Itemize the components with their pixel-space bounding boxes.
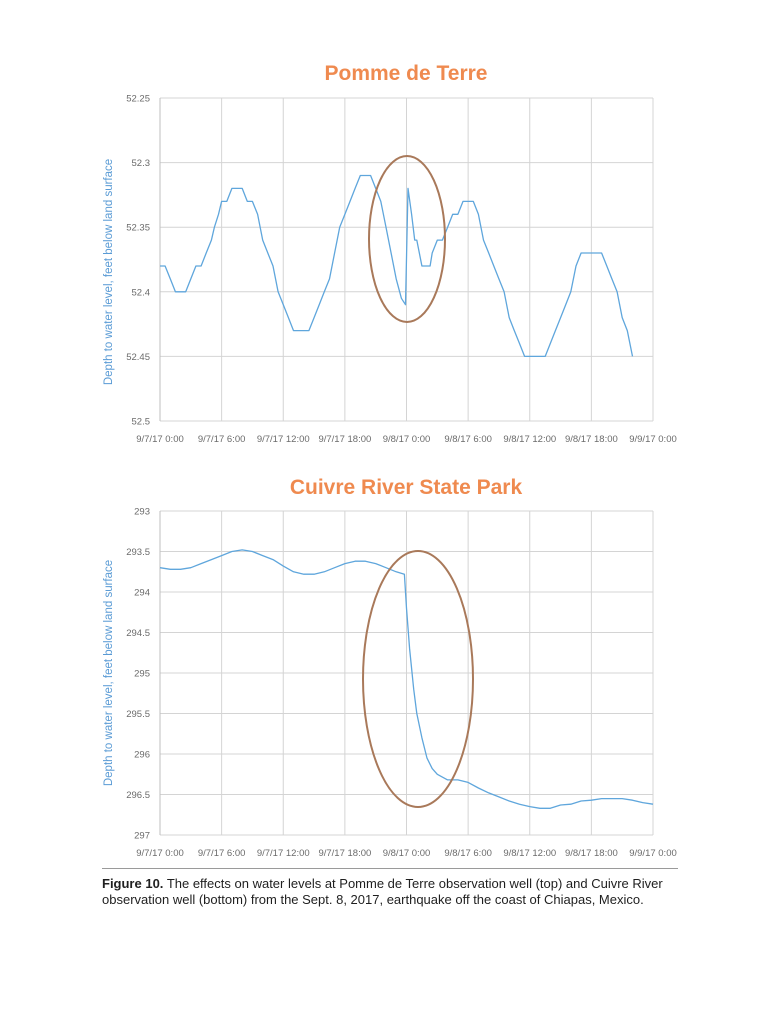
x-tick-label: 9/8/17 6:00: [444, 848, 492, 859]
y-tick-label: 52.35: [126, 222, 150, 234]
x-tick-label: 9/8/17 18:00: [564, 434, 618, 445]
y-tick-label: 52.4: [131, 287, 150, 299]
x-tick-label: 9/8/17 6:00: [444, 434, 492, 445]
y-tick-label: 294: [134, 587, 150, 599]
y-axis-label: Depth to water level, feet below land surface: [103, 559, 115, 787]
x-tick-label: 9/7/17 18:00: [318, 848, 372, 859]
caption-divider: [102, 868, 678, 869]
y-tick-label: 295.5: [126, 709, 150, 720]
x-tick-label: 9/7/17 6:00: [197, 434, 246, 445]
y-tick-label: 294.5: [126, 628, 150, 639]
y-tick-label: 295: [134, 668, 150, 680]
x-tick-label: 9/8/17 12:00: [503, 434, 557, 445]
x-tick-label: 9/7/17 6:00: [197, 848, 246, 859]
x-tick-label: 9/7/17 0:00: [136, 848, 184, 859]
chart-title: Cuivre River State Park: [289, 476, 523, 499]
x-tick-label: 9/8/17 0:00: [382, 434, 431, 445]
x-tick-label: 9/7/17 12:00: [256, 848, 310, 859]
earthquake-annotation-ellipse: [363, 551, 473, 807]
y-tick-label: 293: [134, 506, 150, 518]
x-tick-label: 9/7/17 0:00: [136, 434, 184, 445]
x-tick-label: 9/9/17 0:00: [629, 848, 677, 859]
y-tick-label: 52.25: [126, 93, 150, 105]
chart-cuivre-river: [103, 476, 677, 859]
caption-text: The effects on water levels at Pomme de Terre observation well (top) and Cuivre River observation well (bottom) from the Sept. 8, 2017, earthquake off the coast of Chiapas, Mexico.: [102, 876, 663, 907]
x-tick-label: 9/8/17 0:00: [382, 848, 431, 859]
series-line-0: [160, 176, 633, 357]
y-tick-label: 296.5: [126, 790, 150, 801]
chart-title: Pomme de Terre: [324, 62, 488, 85]
x-tick-label: 9/7/17 12:00: [256, 434, 310, 445]
y-tick-label: 52.5: [131, 416, 150, 428]
y-tick-label: 52.3: [131, 158, 150, 170]
y-tick-label: 297: [134, 830, 150, 842]
x-tick-label: 9/7/17 18:00: [318, 434, 372, 445]
x-tick-label: 9/8/17 18:00: [564, 848, 618, 859]
figure-caption: [102, 876, 682, 908]
y-axis-label: Depth to water level, feet below land surface: [103, 158, 115, 386]
y-tick-label: 296: [134, 749, 150, 761]
chart-pomme-de-terre: [103, 62, 677, 445]
x-tick-label: 9/8/17 12:00: [503, 848, 557, 859]
y-tick-label: 52.45: [126, 351, 150, 363]
y-tick-label: 293.5: [126, 547, 150, 558]
figure-label: Figure 10.: [102, 876, 164, 891]
x-tick-label: 9/9/17 0:00: [629, 434, 677, 445]
